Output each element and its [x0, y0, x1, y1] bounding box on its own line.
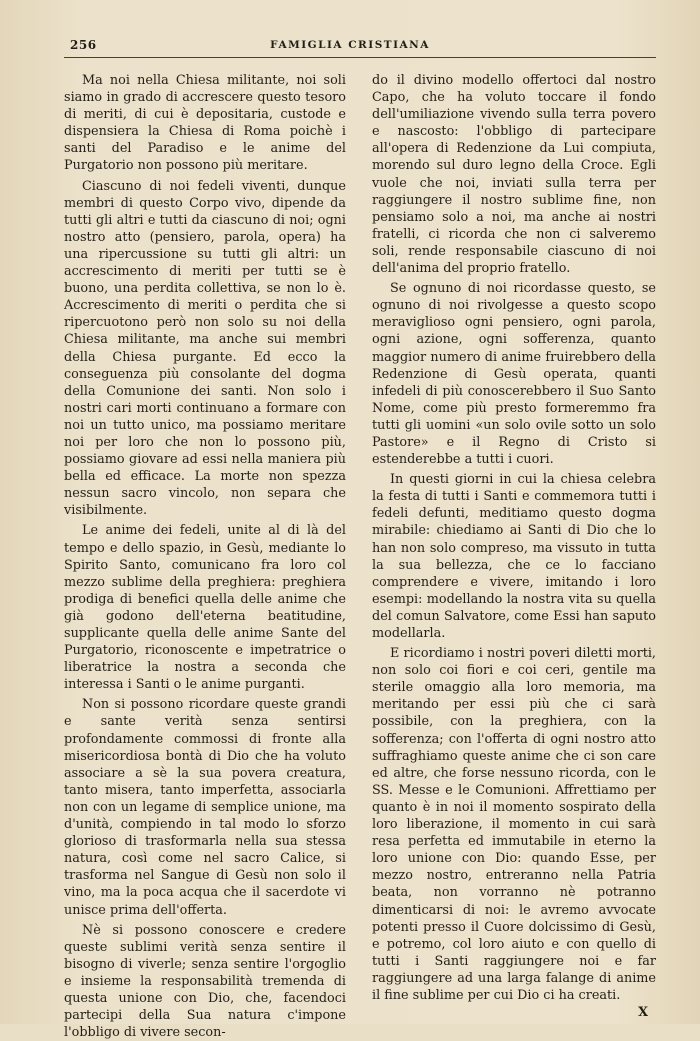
- running-title: FAMIGLIA CRISTIANA: [270, 39, 430, 51]
- author-signature: X: [638, 1005, 648, 1021]
- paragraph: Ma noi nella Chiesa militante, noi soli siamo in grado di accrescere questo tesoro di meriti, di cui è depositaria, custode e dispensiera la Chiesa di Roma poichè i santi del Paradiso e le anime del Purgatorio non possono più meritare.: [64, 73, 346, 174]
- paragraph: Ciascuno di noi fedeli viventi, dunque membri di questo Corpo vivo, dipende da tutti gli altri e tutti da ciascuno di noi; ogni nostro atto (pensiero, parola, opera) ha una ripercussione su tutti gli altri: un accrescimento di meriti per tutti se è buono, una perdita collettiva, se non lo è. Accrescimento di meriti o perdita che si ripercuotono però non solo su noi della Chiesa militante, ma anche sui membri della Chiesa purgante. Ed ecco la conseguenza più consolante del dogma della Comunione dei santi. Non solo i nostri cari morti continuano a formare con noi un tutto unico, ma possiamo meritare noi per loro che non lo possono più, possiamo giovare ad essi nella maniera più bella ed efficace. La morte non spezza nessun sacro vincolo, non separa che visibilmente.: [64, 178, 346, 519]
- paragraph-text: E ricordiamo i nostri poveri diletti morti, non solo coi fiori e coi ceri, gentile ma sterile omaggio alla loro memoria, ma meritando per essi più che ci sarà possibile, con la preghiera, con la sofferenza; con l'offerta di ogni nostro atto suffraghiamo queste anime che ci son care ed altre, che forse nessuno ricorda, con le SS. Messe e le Comunioni. Affrettiamo per quanto è in noi il momento sospirato della loro liberazione, il momento in cui sarà resa perfetta ed immutabile in eterno la loro unione con Dio: quando Esse, per mezzo nostro, entreranno nella Patria beata, non vorranno nè potranno dimenticarsi di noi: le avremo avvocate potenti presso il Cuore dolcissimo di Gesù, e potremo, col loro aiuto e con quello di tutti i Santi raggiungere noi e far raggiungere ad una larga falange di anime il fine sublime per cui Dio ci ha creati.: [372, 646, 656, 1003]
- paragraph: Nè si possono conoscere e credere queste sublimi verità senza sentire il bisogno di viverle; senza sentire l'orgoglio e insieme la responsabilità tremenda di questa unione con Dio, che, facendoci partecipi della Sua natura c'impone l'obbligo di vivere secon-: [64, 922, 346, 1041]
- header-divider: [64, 57, 656, 58]
- left-column: [64, 72, 346, 1041]
- paragraph: Se ognuno di noi ricordasse questo, se ognuno di noi rivolgesse a questo scopo meraviglioso ogni pensiero, ogni parola, ogni azione, ogni sofferenza, quanto maggior numero di anime fruirebbero della Redenzione di Gesù operata, quanti infedeli di più conoscerebbero il Suo Santo Nome, come più presto formeremmo fra tutti gli uomini «un solo ovile sotto un solo Pastore» e il Regno di Cristo si estenderebbe a tutti i cuori.: [372, 281, 656, 468]
- paragraph: do il divino modello offertoci dal nostro Capo, che ha voluto toccare il fondo dell'umiliazione vivendo sulla terra povero e nascosto: l'obbligo di partecipare all'opera di Redenzione da Lui compiuta, morendo sul duro legno della Croce. Egli vuole che noi, inviati sulla terra per raggiungere il nostro sublime fine, non pensiamo solo a noi, ma anche ai nostri fratelli, ci ricorda che non ci salveremo soli, rende responsabile ciascuno di noi dell'anima del proprio fratello.: [372, 73, 656, 277]
- paragraph: In questi giorni in cui la chiesa celebra la festa di tutti i Santi e commemora tutti i fedeli defunti, meditiamo questo dogma mirabile: chiediamo ai Santi di Dio che lo han non solo compreso, ma vissuto in tutta la sua bellezza, che ce lo facciano comprendere e vivere, imitando i loro esempi: modellando la nostra vita su quella del comun Salvatore, come Essi han saputo modellarla.: [372, 472, 656, 641]
- paragraph: Le anime dei fedeli, unite al di là del tempo e dello spazio, in Gesù, mediante lo Spirito Santo, comunicano fra loro col mezzo sublime della preghiera: preghiera prodiga di benefici quella delle anime che già godono dell'eterna beatitudine, supplicante quella delle anime Sante del Purgatorio, riconoscente e impetratrice o liberatrice la nostra a seconda che interessa i Santi o le anime purganti.: [64, 523, 346, 693]
- paragraph: Non si possono ricordare queste grandi e sante verità senza sentirsi profondamente commossi di fronte alla misericordiosa bontà di Dio che ha voluto associare a sè la sua povera creatura, tanto misera, tanto imperfetta, associarla non con un legame di semplice unione, ma d'unità, compiendo in tal modo lo sforzo glorioso di trasformarla nella sua stessa natura, così come nel sacro Calice, si trasforma nel Sangue di Gesù non solo il vino, ma la poca acqua che il sacerdote vi unisce prima dell'offerta.: [64, 697, 346, 918]
- page-number: 256: [70, 38, 97, 52]
- right-column: [372, 72, 656, 1021]
- paragraph-final: [372, 645, 656, 1021]
